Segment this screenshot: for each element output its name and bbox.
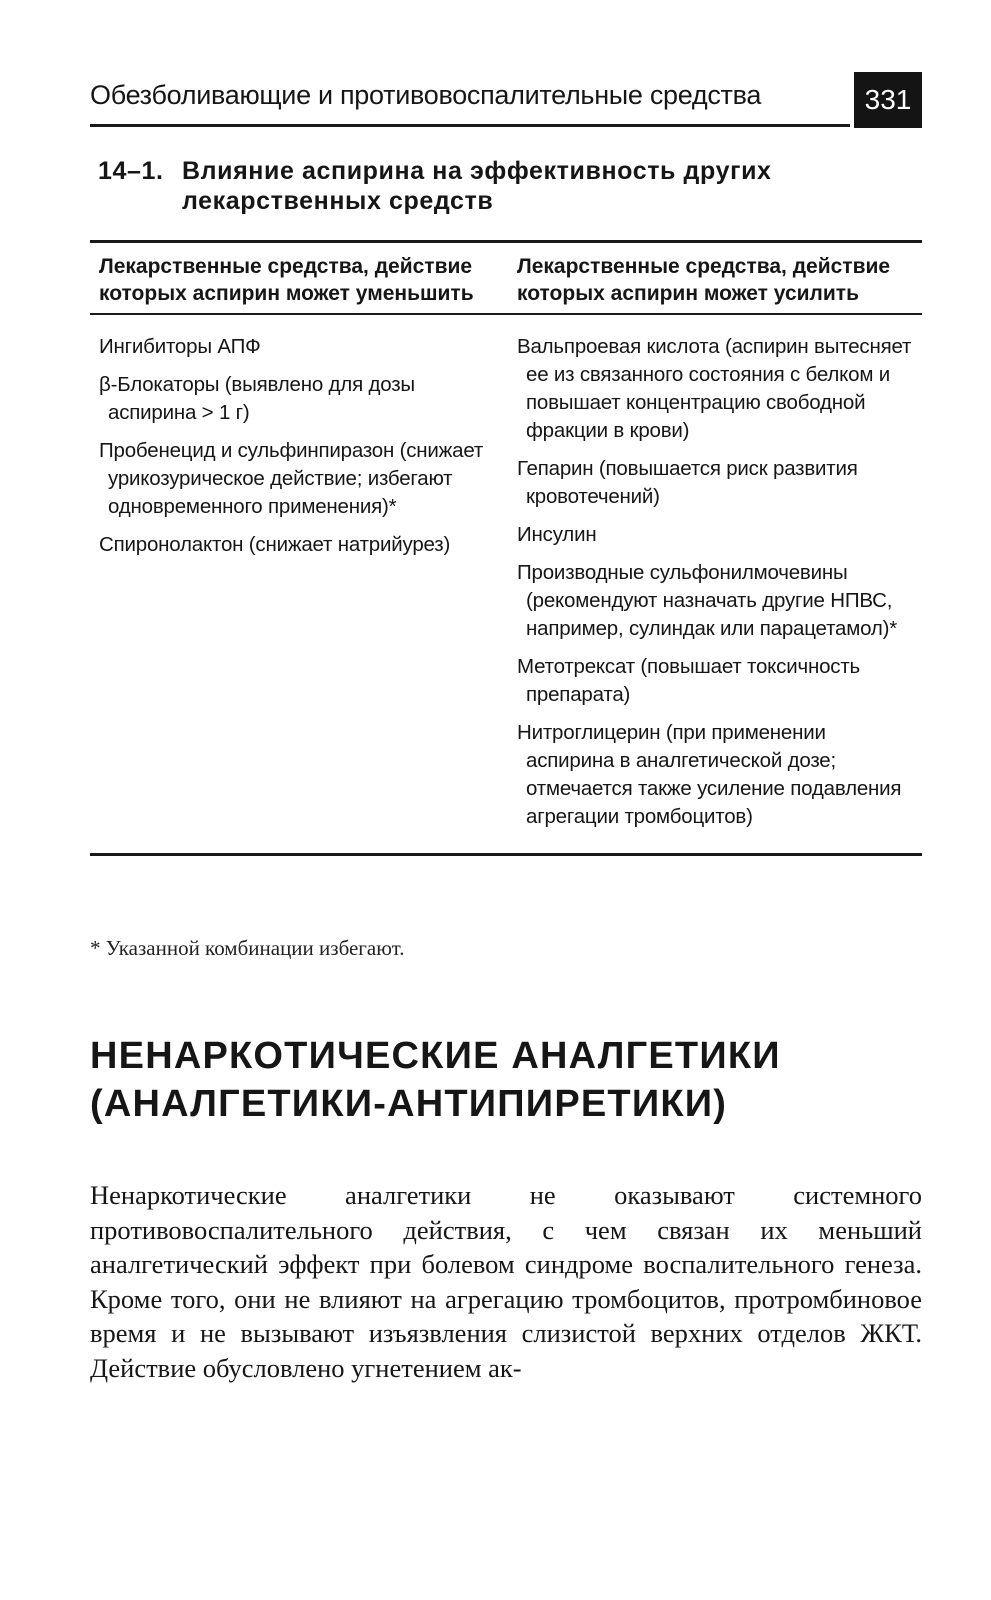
running-head-title: Обезболивающие и противовоспалительные средства xyxy=(90,80,762,110)
running-head-rule xyxy=(90,124,850,127)
section-heading xyxy=(90,1032,922,1128)
table-header-row xyxy=(90,243,922,315)
header-decrease-column: Лекарственные средства, действие которых аспирин может уменьшить xyxy=(99,255,474,305)
list-item: Вальпроевая кислота (аспирин вытесняет ее из связанного состояния с белком и повышает концентрацию свободной фракции в крови) xyxy=(517,335,912,442)
list-item: Производные сульфонилмочевины (рекомендуют назначать другие НПВС, например, сулиндак или парацетамол)* xyxy=(517,561,898,640)
section-heading-line1: НЕНАРКОТИЧЕСКИЕ АНАЛГЕТИКИ xyxy=(90,1035,781,1077)
header-increase-column: Лекарственные средства, действие которых аспирин может усилить xyxy=(517,255,891,305)
drug-interaction-table xyxy=(90,240,922,856)
body-paragraph: Ненаркотические аналгетики не оказывают системного противовоспалительного действия, с чем связан их меньший аналгетический эффект при болевом синдроме воспалительного генеза. Кроме того, они не влияют на агрегацию тромбоцитов, протромбиновое время и не вызывают изъязвления слизистой верхних отделов ЖКТ. Действие обусловлено угнетением ак- xyxy=(90,1180,922,1383)
decrease-column xyxy=(90,333,508,841)
list-item: β-Блокаторы (выявлено для дозы аспирина > 1 г) xyxy=(99,373,415,424)
list-item: Спиронолактон (снижает натрийурез) xyxy=(99,533,451,556)
table-footnote: * Указанной комбинации избегают. xyxy=(90,936,405,960)
decrease-drug-list xyxy=(90,333,498,559)
increase-column xyxy=(508,333,922,841)
running-head xyxy=(90,72,922,128)
list-item: Ингибиторы АПФ xyxy=(99,335,261,358)
section-heading-line2: (АНАЛГЕТИКИ-АНТИПИРЕТИКИ) xyxy=(90,1083,728,1125)
list-item: Пробенецид и сульфинпиразон (снижает урикозурическое действие; избегают одновременного применения)* xyxy=(99,439,484,518)
list-item: Нитроглицерин (при применении аспирина в аналгетической дозе; отмечается также усиление подавления агрегации тромбоцитов) xyxy=(517,721,902,828)
table-caption xyxy=(98,156,898,216)
increase-drug-list xyxy=(508,333,918,831)
list-item: Инсулин xyxy=(517,523,597,546)
table-body-row xyxy=(90,315,922,853)
table-number: 14–1. xyxy=(98,157,164,185)
list-item: Гепарин (повышается риск развития кровотечений) xyxy=(517,457,858,508)
table-caption-text: Влияние аспирина на эффективность других лекарственных средств xyxy=(182,157,772,215)
page-number: 331 xyxy=(854,72,922,128)
list-item: Метотрексат (повышает токсичность препарата) xyxy=(517,655,861,706)
